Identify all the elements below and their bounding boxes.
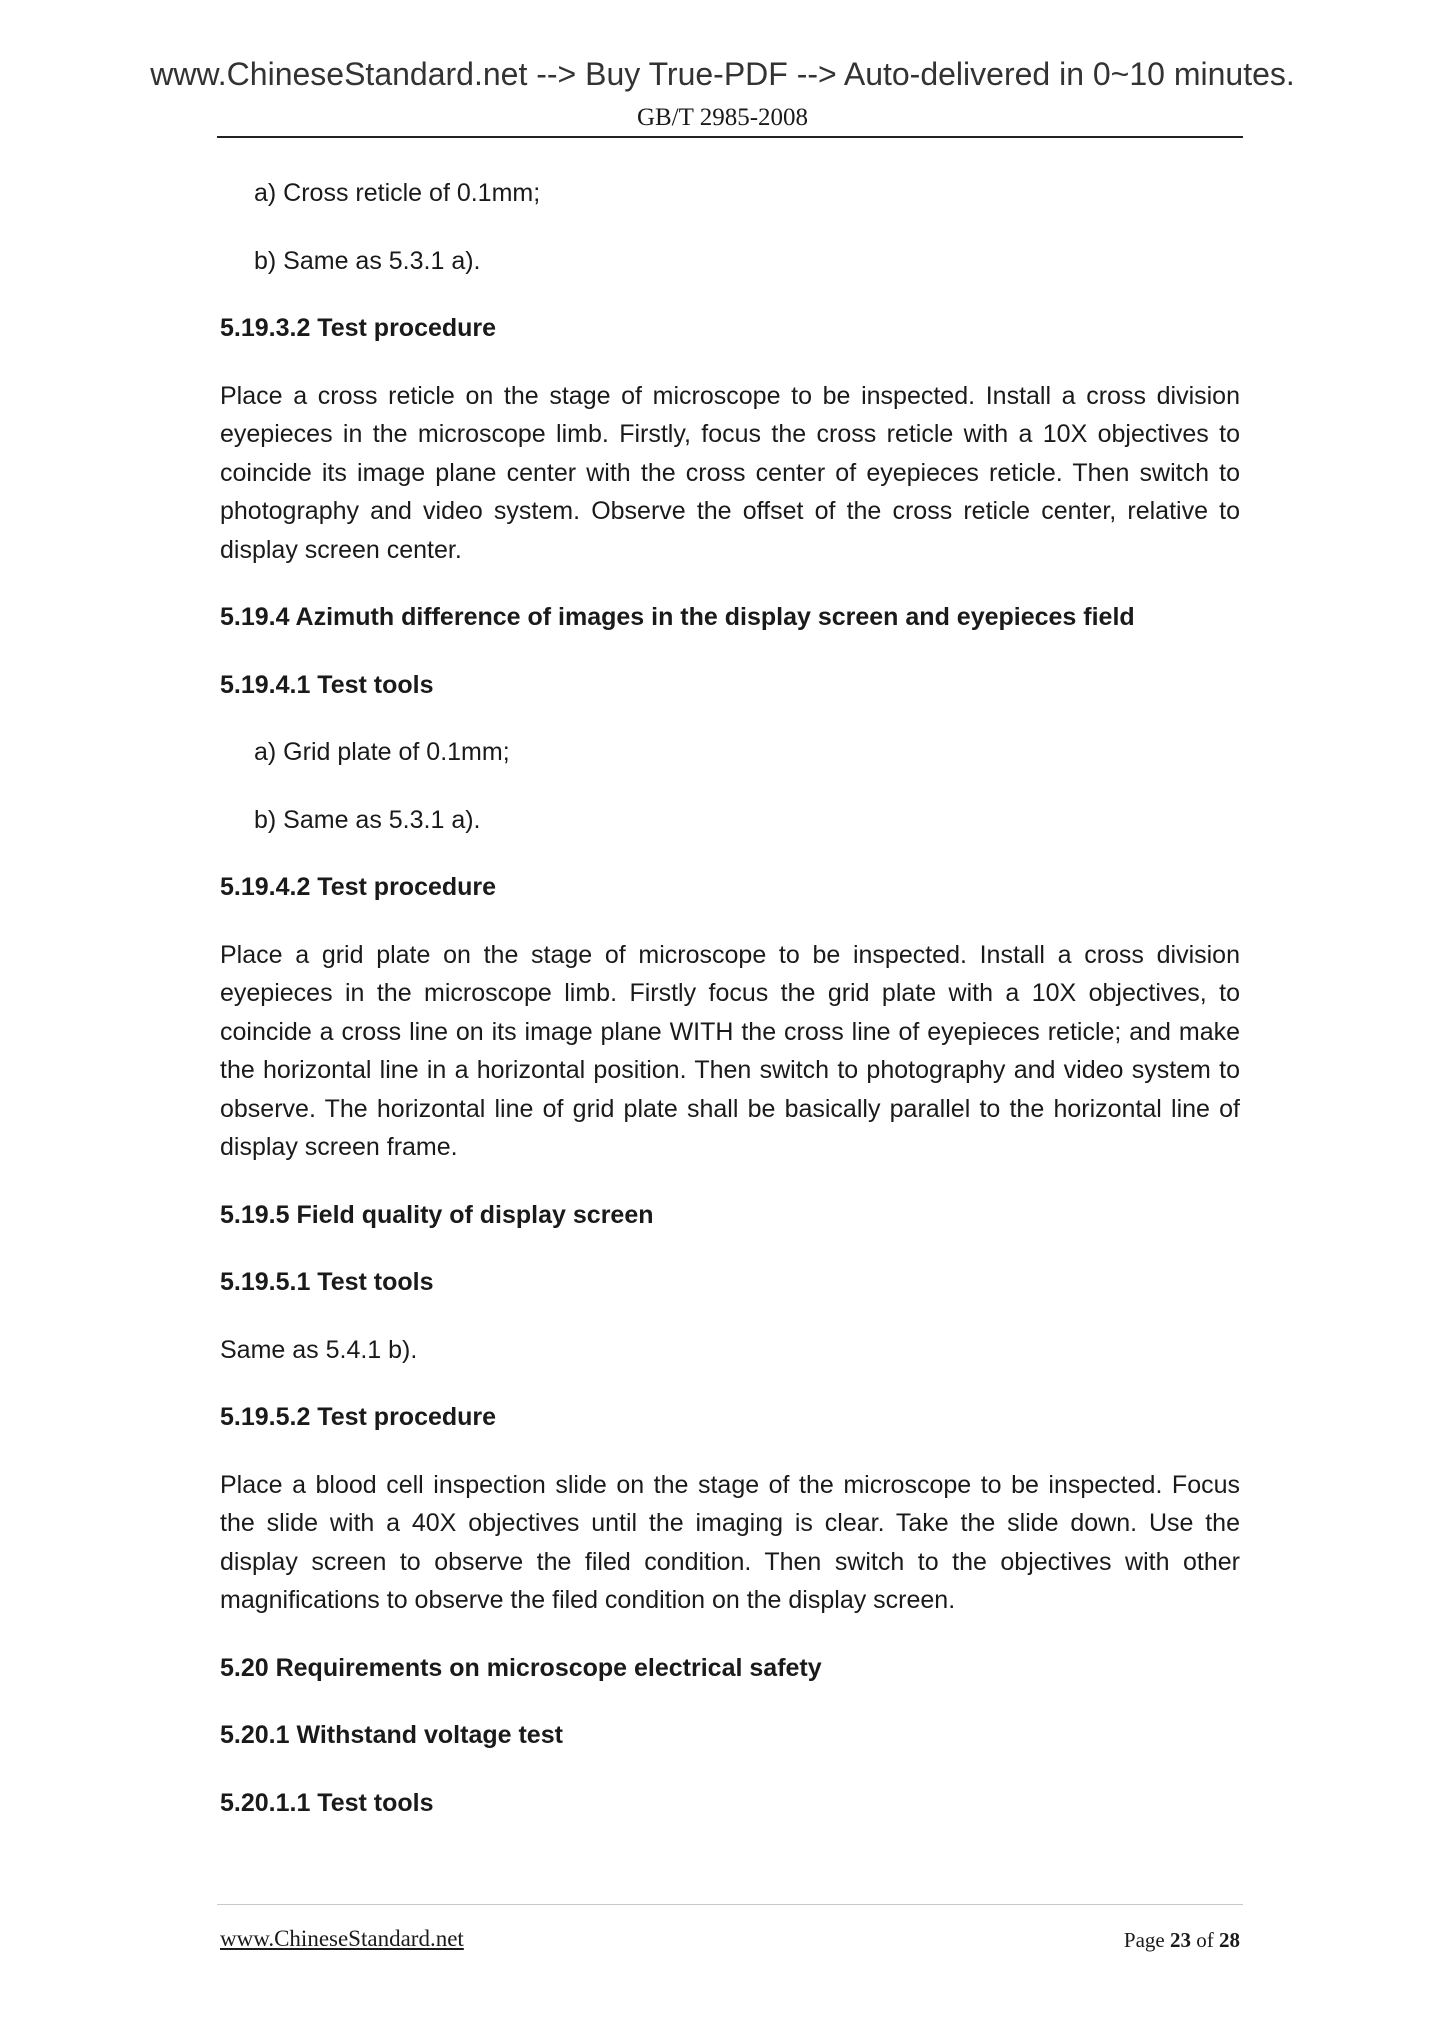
download-banner[interactable]: www.ChineseStandard.net --> Buy True-PDF --> Auto-delivered in 0~10 minutes. bbox=[150, 56, 1295, 92]
page-of: of bbox=[1191, 1928, 1219, 1952]
paragraph: Place a grid plate on the stage of microscope to be inspected. Install a cross division eyepieces in the microscope limb. Firstly focus the grid plate with a 10X objectives, to coincide a cross line on its image plane WITH the cross line of eyepieces reticle; and make the horizontal line in a horizontal position. Then switch to photography and video system to observe. The horizontal line of grid plate shall be basically parallel to the horizontal line of display screen frame. bbox=[220, 940, 1240, 1161]
page-total: 28 bbox=[1219, 1928, 1240, 1952]
standard-code: GB/T 2985-2008 bbox=[636, 104, 809, 131]
paragraph: Place a blood cell inspection slide on the stage of the microscope to be inspected. Focus the slide with a 40X objectives until the imaging is clear. Take the slide down. Use the display screen to observe the filed condition. Then switch to the objectives with other magnifications to observe the filed condition on the display screen. bbox=[220, 1470, 1240, 1614]
section-heading: 5.19.4.1 Test tools bbox=[220, 670, 434, 699]
list-item: b) Same as 5.3.1 a). bbox=[254, 805, 481, 834]
footer-divider bbox=[217, 1904, 1243, 1905]
section-heading: 5.20.1.1 Test tools bbox=[220, 1788, 434, 1817]
section-heading: 5.19.3.2 Test procedure bbox=[220, 314, 497, 342]
section-heading: 5.19.5 Field quality of display screen bbox=[220, 1200, 654, 1229]
list-item: a) Cross reticle of 0.1mm; bbox=[254, 179, 541, 207]
paragraph: Same as 5.4.1 b). bbox=[220, 1335, 418, 1364]
section-heading: 5.19.4.2 Test procedure bbox=[220, 873, 497, 901]
document-body bbox=[220, 174, 1240, 1851]
section-heading: 5.19.4 Azimuth difference of images in the display screen and eyepieces field bbox=[220, 603, 1135, 631]
paragraph: Place a cross reticle on the stage of microscope to be inspected. Install a cross division eyepieces in the microscope limb. Firstly, focus the cross reticle with a 10X objectives to coincide its image plane center with the cross center of eyepieces reticle. Then switch to photography and video system. Observe the offset of the cross reticle center, relative to display screen center. bbox=[220, 381, 1240, 564]
page-number bbox=[1124, 1928, 1240, 1953]
section-heading: 5.20 Requirements on microscope electrical safety bbox=[220, 1653, 822, 1682]
footer-site-link[interactable]: www.ChineseStandard.net bbox=[220, 1926, 464, 1951]
page-current: 23 bbox=[1170, 1928, 1191, 1952]
header-divider bbox=[217, 136, 1243, 138]
section-heading: 5.19.5.1 Test tools bbox=[220, 1268, 434, 1296]
section-heading: 5.20.1 Withstand voltage test bbox=[220, 1721, 563, 1749]
list-item: b) Same as 5.3.1 a). bbox=[254, 246, 481, 275]
section-heading: 5.19.5.2 Test procedure bbox=[220, 1403, 497, 1431]
list-item: a) Grid plate of 0.1mm; bbox=[254, 738, 510, 766]
page-prefix: Page bbox=[1123, 1928, 1170, 1952]
